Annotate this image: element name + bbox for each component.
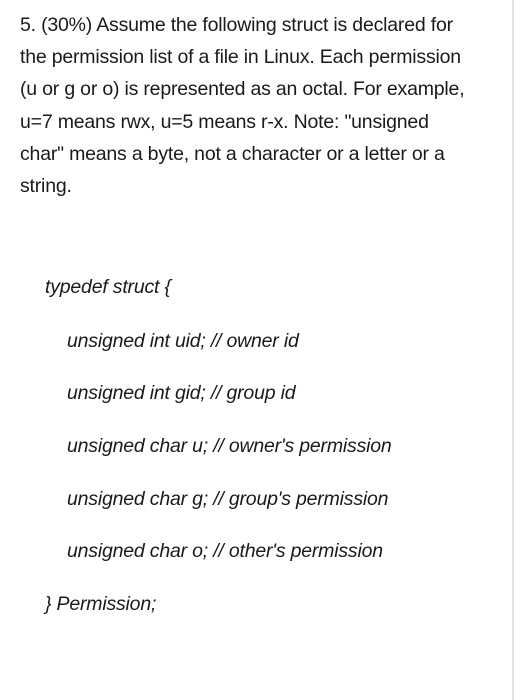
question-line: (u or g or o) is represented as an octal. For example,	[20, 78, 465, 101]
question-line: string.	[20, 175, 72, 198]
struct-field-o: unsigned char o; // other's permission	[67, 540, 383, 562]
question-line: u=7 means rwx, u=5 means r-x. Note: "unsigned	[20, 110, 429, 133]
struct-open-line: typedef struct {	[45, 276, 171, 298]
struct-field-gid: unsigned int gid; // group id	[67, 382, 296, 404]
question-line: char" means a byte, not a character or a letter or a	[20, 142, 445, 165]
struct-field-uid: unsigned int uid; // owner id	[67, 330, 299, 352]
question-line: the permission list of a file in Linux. Each permission	[20, 46, 461, 69]
struct-close-line: } Permission;	[45, 593, 157, 615]
question-line: 5. (30%) Assume the following struct is declared for	[20, 14, 453, 36]
struct-field-u: unsigned char u; // owner's permission	[67, 435, 392, 457]
struct-field-g: unsigned char g; // group's permission	[67, 488, 389, 510]
